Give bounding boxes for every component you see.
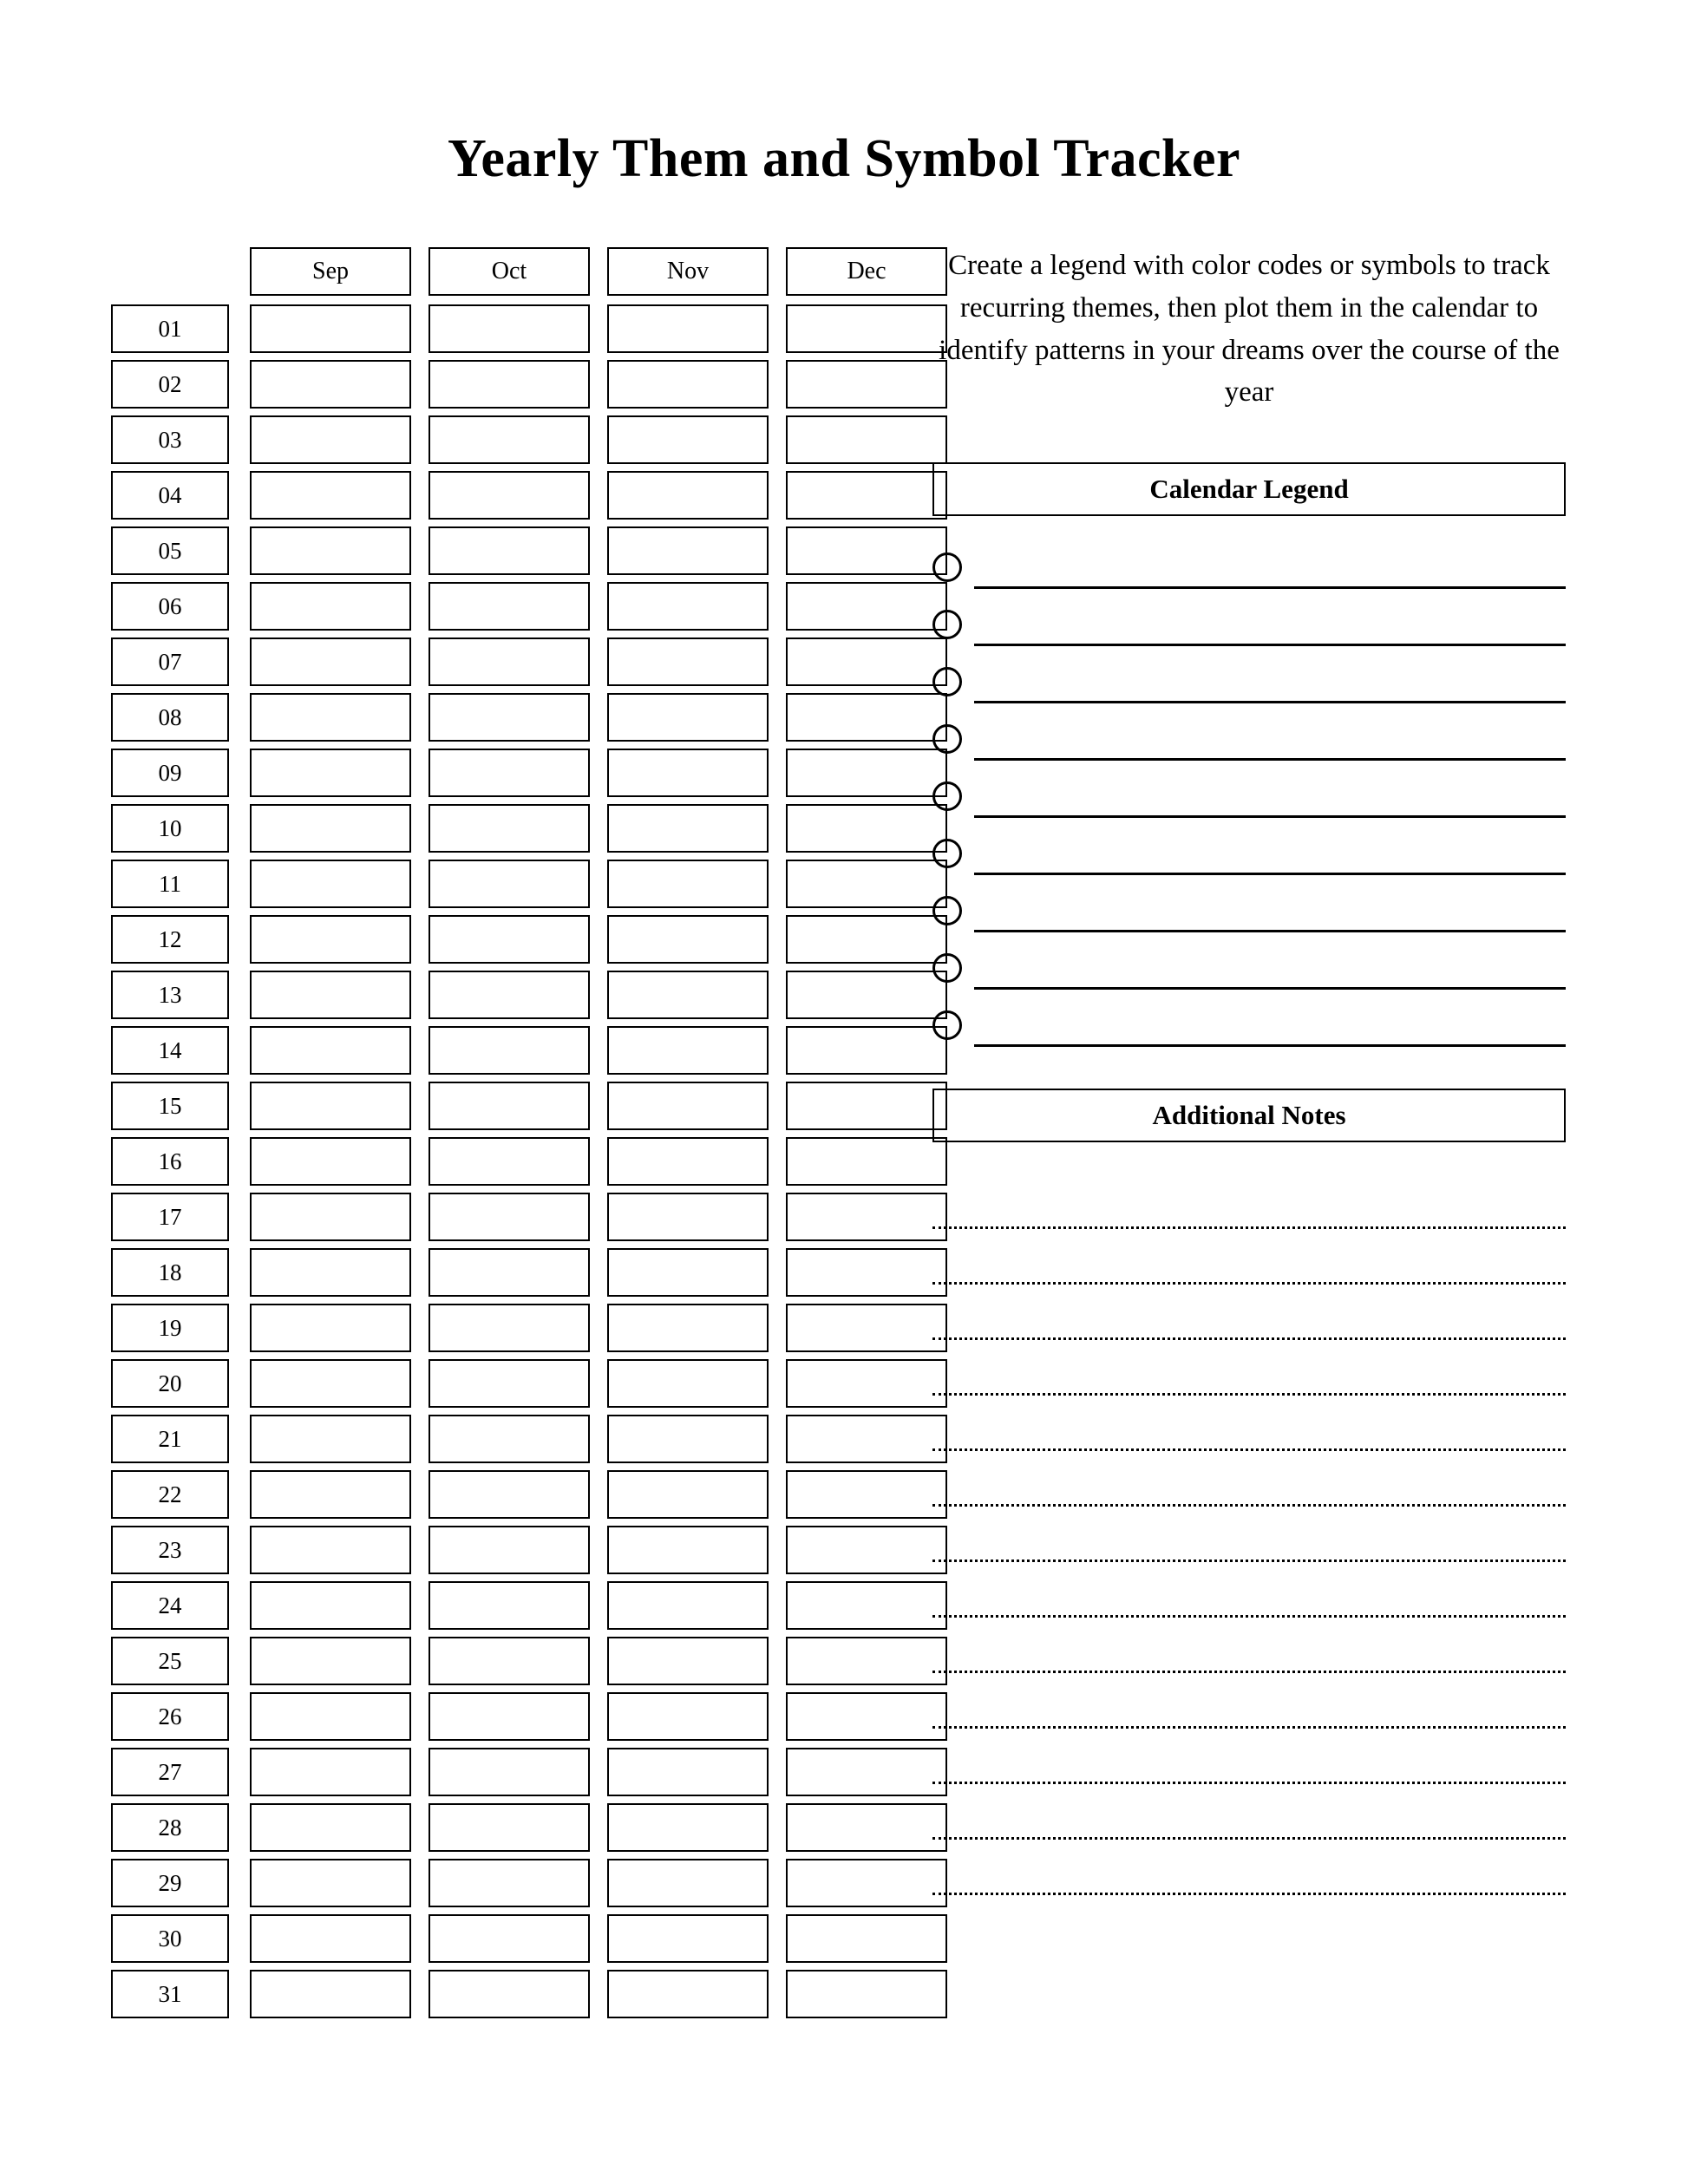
entry-cell-nov[interactable] [607,1692,769,1741]
entry-cell-dec[interactable] [786,1748,947,1796]
calendar-row [111,1526,899,1574]
calendar-row [111,1859,899,1907]
entry-cell-oct[interactable] [429,915,590,964]
calendar-row [111,304,899,353]
calendar-row [111,1970,899,2018]
legend-write-line[interactable] [974,701,1566,703]
entry-cell-sep[interactable] [250,1637,411,1685]
note-write-line[interactable] [932,1229,1566,1285]
entry-cell-dec[interactable] [786,1526,947,1574]
legend-write-line[interactable] [974,644,1566,646]
entry-cell-dec[interactable] [786,1137,947,1186]
entry-cell-sep[interactable] [250,526,411,575]
legend-item[interactable] [932,646,1566,703]
day-label: 04 [111,471,229,520]
day-label: 26 [111,1692,229,1741]
entry-cell-dec[interactable] [786,1082,947,1130]
day-label: 23 [111,1526,229,1574]
legend-item[interactable] [932,932,1566,990]
note-write-line[interactable] [932,1618,1566,1673]
entry-cell-nov[interactable] [607,1359,769,1408]
day-label: 30 [111,1914,229,1963]
entry-cell-oct[interactable] [429,1914,590,1963]
entry-cell-oct[interactable] [429,1026,590,1075]
entry-cell-dec[interactable] [786,860,947,908]
calendar-row [111,860,899,908]
additional-notes-heading: Additional Notes [932,1089,1566,1142]
day-label: 08 [111,693,229,742]
entry-cell-dec[interactable] [786,1359,947,1408]
entry-cell-sep[interactable] [250,1359,411,1408]
calendar-row [111,1470,899,1519]
entry-cell-nov[interactable] [607,1470,769,1519]
entry-cell-sep[interactable] [250,304,411,353]
entry-cell-dec[interactable] [786,749,947,797]
legend-write-line[interactable] [974,586,1566,589]
entry-cell-dec[interactable] [786,1248,947,1297]
day-label: 09 [111,749,229,797]
calendar-row [111,471,899,520]
day-label: 24 [111,1581,229,1630]
entry-cell-nov[interactable] [607,471,769,520]
entry-cell-sep[interactable] [250,471,411,520]
entry-cell-nov[interactable] [607,582,769,631]
day-label: 11 [111,860,229,908]
note-write-line[interactable] [932,1174,1566,1229]
calendar-row [111,971,899,1019]
note-write-line[interactable] [932,1673,1566,1729]
note-write-line[interactable] [932,1451,1566,1507]
day-label: 25 [111,1637,229,1685]
entry-cell-sep[interactable] [250,582,411,631]
calendar-row [111,915,899,964]
entry-cell-dec[interactable] [786,1970,947,2018]
entry-cell-dec[interactable] [786,471,947,520]
entry-cell-sep[interactable] [250,915,411,964]
entry-cell-sep[interactable] [250,638,411,686]
circle-icon [932,553,962,582]
entry-cell-dec[interactable] [786,915,947,964]
month-header-oct: Oct [429,247,590,296]
circle-icon [932,839,962,868]
entry-cell-oct[interactable] [429,1248,590,1297]
entry-cell-dec[interactable] [786,1415,947,1463]
legend-write-line[interactable] [974,873,1566,875]
entry-cell-dec[interactable] [786,415,947,464]
page-title: Yearly Them and Symbol Tracker [447,129,1241,188]
calendar-row [111,1914,899,1963]
note-write-line[interactable] [932,1729,1566,1784]
day-label: 13 [111,971,229,1019]
day-label: 15 [111,1082,229,1130]
calendar-row [111,1193,899,1241]
entry-cell-nov[interactable] [607,1137,769,1186]
day-label: 14 [111,1026,229,1075]
note-write-line[interactable] [932,1784,1566,1840]
entry-cell-sep[interactable] [250,360,411,409]
entry-cell-oct[interactable] [429,1637,590,1685]
month-header-nov: Nov [607,247,769,296]
entry-cell-oct[interactable] [429,971,590,1019]
entry-cell-nov[interactable] [607,415,769,464]
entry-cell-sep[interactable] [250,1082,411,1130]
entry-cell-dec[interactable] [786,1637,947,1685]
entry-cell-dec[interactable] [786,804,947,853]
day-label: 27 [111,1748,229,1796]
entry-cell-nov[interactable] [607,1748,769,1796]
calendar-row [111,693,899,742]
entry-cell-sep[interactable] [250,693,411,742]
legend-item[interactable] [932,818,1566,875]
entry-cell-oct[interactable] [429,1415,590,1463]
entry-cell-nov[interactable] [607,1970,769,2018]
day-label: 20 [111,1359,229,1408]
circle-icon [932,781,962,811]
entry-cell-sep[interactable] [250,749,411,797]
entry-cell-dec[interactable] [786,1803,947,1852]
legend-item[interactable] [932,990,1566,1047]
entry-cell-nov[interactable] [607,1304,769,1352]
day-label: 12 [111,915,229,964]
entry-cell-nov[interactable] [607,1082,769,1130]
entry-cell-sep[interactable] [250,804,411,853]
entry-cell-nov[interactable] [607,360,769,409]
entry-cell-nov[interactable] [607,1526,769,1574]
month-header-dec: Dec [786,247,947,296]
entry-cell-dec[interactable] [786,1304,947,1352]
entry-cell-nov[interactable] [607,1248,769,1297]
day-label: 10 [111,804,229,853]
entry-cell-oct[interactable] [429,1581,590,1630]
calendar-row [111,1748,899,1796]
entry-cell-nov[interactable] [607,1193,769,1241]
calendar-row [111,1581,899,1630]
additional-notes-lines [932,1174,1566,1895]
entry-cell-sep[interactable] [250,1970,411,2018]
entry-cell-dec[interactable] [786,582,947,631]
legend-write-line[interactable] [974,930,1566,932]
entry-cell-oct[interactable] [429,1748,590,1796]
note-write-line[interactable] [932,1340,1566,1396]
calendar-row [111,360,899,409]
legend-item[interactable] [932,761,1566,818]
entry-cell-nov[interactable] [607,1637,769,1685]
entry-cell-sep[interactable] [250,1304,411,1352]
entry-cell-oct[interactable] [429,693,590,742]
day-label: 03 [111,415,229,464]
entry-cell-dec[interactable] [786,1581,947,1630]
entry-cell-nov[interactable] [607,526,769,575]
entry-cell-oct[interactable] [429,415,590,464]
entry-cell-dec[interactable] [786,304,947,353]
day-label: 02 [111,360,229,409]
calendar-row [111,1637,899,1685]
entry-cell-oct[interactable] [429,1470,590,1519]
circle-icon [932,896,962,925]
calendar-header-row [111,247,899,296]
entry-cell-oct[interactable] [429,1359,590,1408]
day-label: 21 [111,1415,229,1463]
entry-cell-oct[interactable] [429,304,590,353]
day-column-header [111,247,229,296]
entry-cell-oct[interactable] [429,749,590,797]
entry-cell-sep[interactable] [250,1581,411,1630]
calendar-row [111,526,899,575]
entry-cell-dec[interactable] [786,971,947,1019]
legend-write-line[interactable] [974,1044,1566,1047]
entry-cell-nov[interactable] [607,804,769,853]
calendar-row [111,804,899,853]
legend-item[interactable] [932,875,1566,932]
entry-cell-oct[interactable] [429,1970,590,2018]
entry-cell-dec[interactable] [786,693,947,742]
entry-cell-oct[interactable] [429,360,590,409]
entry-cell-sep[interactable] [250,1026,411,1075]
entry-cell-nov[interactable] [607,1859,769,1907]
entry-cell-nov[interactable] [607,860,769,908]
instructions-text: Create a legend with color codes or symbols to track recurring themes, then plot them in the calendar to identify patterns in your dreams over the course of the year [939,250,1560,409]
calendar-legend-heading: Calendar Legend [932,462,1566,516]
day-label: 07 [111,638,229,686]
entry-cell-dec[interactable] [786,1859,947,1907]
entry-cell-oct[interactable] [429,471,590,520]
entry-cell-oct[interactable] [429,582,590,631]
entry-cell-nov[interactable] [607,1026,769,1075]
entry-cell-oct[interactable] [429,1304,590,1352]
entry-cell-sep[interactable] [250,415,411,464]
entry-cell-oct[interactable] [429,1692,590,1741]
legend-write-line[interactable] [974,758,1566,761]
entry-cell-oct[interactable] [429,638,590,686]
entry-cell-oct[interactable] [429,1137,590,1186]
entry-cell-sep[interactable] [250,1914,411,1963]
entry-cell-oct[interactable] [429,860,590,908]
entry-cell-sep[interactable] [250,1470,411,1519]
legend-write-line[interactable] [974,815,1566,818]
note-write-line[interactable] [932,1285,1566,1340]
entry-cell-nov[interactable] [607,971,769,1019]
calendar-legend-list [932,532,1566,1047]
legend-item[interactable] [932,532,1566,589]
calendar-grid [111,247,899,2025]
calendar-row [111,1304,899,1352]
entry-cell-oct[interactable] [429,1803,590,1852]
legend-item[interactable] [932,589,1566,646]
entry-cell-oct[interactable] [429,526,590,575]
day-label: 06 [111,582,229,631]
day-label: 18 [111,1248,229,1297]
entry-cell-oct[interactable] [429,1859,590,1907]
calendar-row [111,1359,899,1408]
day-label: 01 [111,304,229,353]
calendar-row [111,1082,899,1130]
entry-cell-oct[interactable] [429,1082,590,1130]
entry-cell-sep[interactable] [250,971,411,1019]
entry-cell-sep[interactable] [250,1415,411,1463]
day-label: 05 [111,526,229,575]
entry-cell-nov[interactable] [607,1803,769,1852]
entry-cell-sep[interactable] [250,1748,411,1796]
circle-icon [932,667,962,696]
calendar-row [111,638,899,686]
day-label: 16 [111,1137,229,1186]
entry-cell-oct[interactable] [429,1526,590,1574]
entry-cell-nov[interactable] [607,1581,769,1630]
entry-cell-dec[interactable] [786,1026,947,1075]
entry-cell-sep[interactable] [250,1248,411,1297]
entry-cell-dec[interactable] [786,1692,947,1741]
entry-cell-sep[interactable] [250,1193,411,1241]
circle-icon [932,610,962,639]
entry-cell-oct[interactable] [429,804,590,853]
day-label: 29 [111,1859,229,1907]
note-write-line[interactable] [932,1507,1566,1562]
day-label: 17 [111,1193,229,1241]
day-label: 22 [111,1470,229,1519]
note-write-line[interactable] [932,1562,1566,1618]
calendar-row [111,1137,899,1186]
entry-cell-nov[interactable] [607,915,769,964]
entry-cell-dec[interactable] [786,526,947,575]
circle-icon [932,1010,962,1040]
entry-cell-nov[interactable] [607,1914,769,1963]
day-label: 31 [111,1970,229,2018]
calendar-row [111,415,899,464]
entry-cell-sep[interactable] [250,860,411,908]
calendar-row [111,1026,899,1075]
entry-cell-nov[interactable] [607,693,769,742]
calendar-row [111,1692,899,1741]
entry-cell-dec[interactable] [786,1193,947,1241]
entry-cell-nov[interactable] [607,1415,769,1463]
entry-cell-dec[interactable] [786,638,947,686]
entry-cell-dec[interactable] [786,1914,947,1963]
circle-icon [932,953,962,983]
entry-cell-nov[interactable] [607,749,769,797]
entry-cell-sep[interactable] [250,1526,411,1574]
entry-cell-nov[interactable] [607,638,769,686]
entry-cell-sep[interactable] [250,1803,411,1852]
entry-cell-sep[interactable] [250,1137,411,1186]
calendar-row [111,582,899,631]
calendar-row [111,1803,899,1852]
entry-cell-oct[interactable] [429,1193,590,1241]
entry-cell-dec[interactable] [786,1470,947,1519]
entry-cell-nov[interactable] [607,304,769,353]
circle-icon [932,724,962,754]
calendar-row [111,1415,899,1463]
note-write-line[interactable] [932,1396,1566,1451]
day-label: 28 [111,1803,229,1852]
entry-cell-sep[interactable] [250,1692,411,1741]
entry-cell-sep[interactable] [250,1859,411,1907]
right-column [932,245,1566,1895]
month-header-sep: Sep [250,247,411,296]
calendar-row [111,749,899,797]
legend-item[interactable] [932,703,1566,761]
entry-cell-dec[interactable] [786,360,947,409]
calendar-row [111,1248,899,1297]
note-write-line[interactable] [932,1840,1566,1895]
legend-write-line[interactable] [974,987,1566,990]
day-label: 19 [111,1304,229,1352]
